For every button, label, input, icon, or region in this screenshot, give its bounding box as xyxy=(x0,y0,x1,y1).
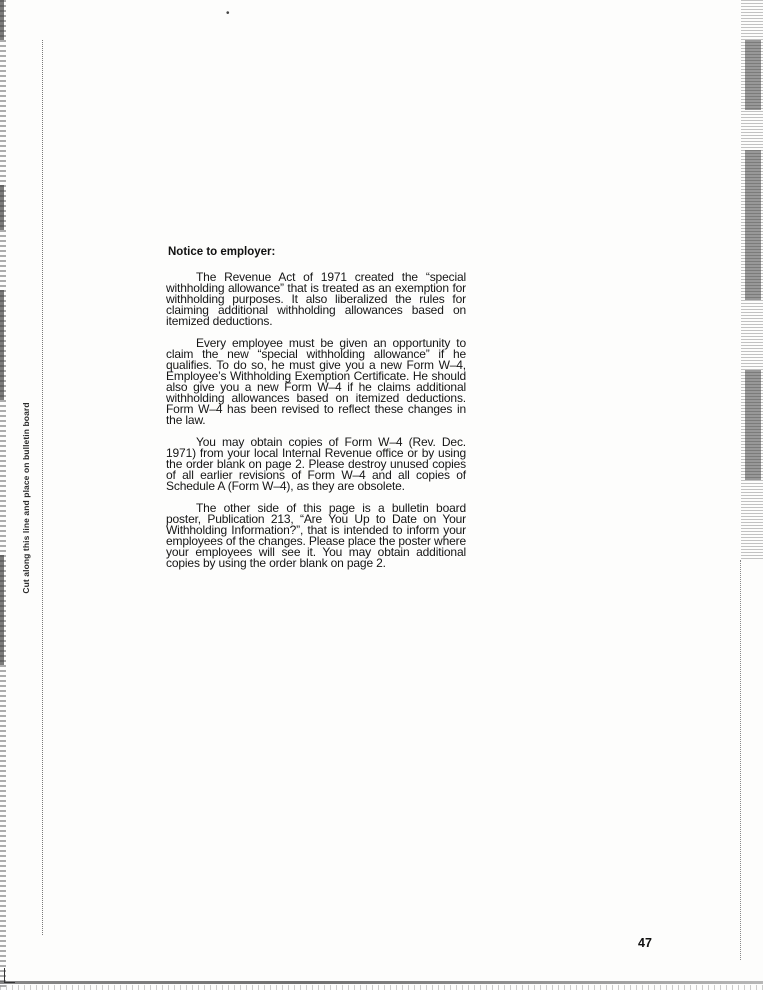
right-edge-mark xyxy=(745,150,761,300)
notice-paragraph: You may obtain copies of Form W–4 (Rev. Dec. 1971) from your local Internal Revenue office or by using the order blank on page 2. Please destroy unused copies of all earlier revisions of Form W–4 and all copies of Schedule A (Form W–4), as they are obsolete. xyxy=(166,435,466,493)
corner-mark xyxy=(4,968,15,983)
right-edge-mark xyxy=(745,370,761,480)
right-edge-mark xyxy=(745,40,761,110)
right-dotted-edge xyxy=(740,560,741,960)
bottom-edge xyxy=(0,981,763,984)
cut-instruction-text: Cut along this line and place on bulletin board xyxy=(21,402,31,594)
scan-speck: • xyxy=(226,8,230,19)
left-binding-edge xyxy=(0,0,6,990)
notice-paragraph: The other side of this page is a bulletin board poster, Publication 213, “Are You Up to Date on Your Withholding Information?”, that is intended to inform your employees of the changes. Please place the poster where your employees will see it. You may obtain additional copies by using the order blank on page 2. xyxy=(166,501,466,570)
notice-heading: Notice to employer: xyxy=(168,246,276,258)
left-edge-mark xyxy=(0,290,4,400)
notice-paragraph: Every employee must be given an opportunity to claim the new “special withholding allowance” if he qualifies. To do so, he must give you a new Form W–4, Employee’s Withholding Exemption Certificate. He should also give you a new Form W–4 if he claims additional withholding allowances based on itemized deductions. Form W–4 has been revised to reflect these changes in the law. xyxy=(166,336,466,427)
cut-line xyxy=(42,40,43,935)
left-edge-mark xyxy=(0,0,4,40)
notice-paragraph: The Revenue Act of 1971 created the “special withholding allowance” that is treated as an exemption for withholding purposes. It also liberalized the rules for claiming additional withholding allowances based on itemized deductions. xyxy=(166,270,466,328)
bottom-edge-texture xyxy=(0,985,763,990)
notice-section xyxy=(166,246,466,580)
left-edge-mark xyxy=(0,185,4,230)
page-number: 47 xyxy=(638,936,652,950)
left-edge-mark xyxy=(0,555,4,665)
